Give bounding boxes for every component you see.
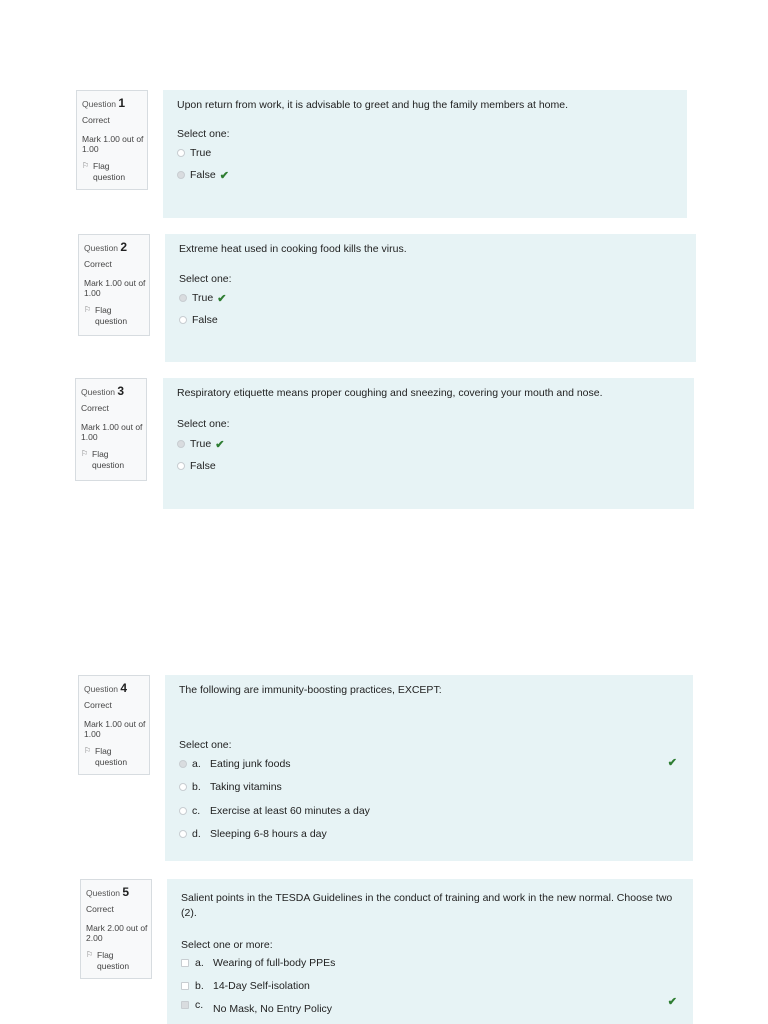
answer-option[interactable]: a. Wearing of full-body PPEs (181, 955, 335, 971)
question-text: Upon return from work, it is advisable to greet and hug the family members at home. (177, 99, 569, 111)
question-state: Correct (81, 403, 109, 413)
flag-icon: ⚐ (86, 949, 94, 959)
flag-icon: ⚐ (82, 160, 90, 170)
radio-button[interactable] (177, 149, 185, 157)
checkbox[interactable] (181, 982, 189, 990)
answer-prompt: Select one: (179, 739, 232, 751)
question-text: Extreme heat used in cooking food kills the virus. (179, 243, 407, 255)
question-number: Question 2 (84, 240, 128, 254)
radio-button[interactable] (177, 171, 185, 179)
question-info (80, 879, 152, 979)
question-grade: Mark 1.00 out of 1.00 (81, 421, 143, 443)
question-info (78, 675, 150, 775)
answer-option[interactable]: False (179, 312, 218, 328)
flag-question-link[interactable]: ⚐ Flag question (81, 448, 125, 470)
flag-icon: ⚐ (81, 448, 89, 458)
question-text: The following are immunity-boosting practices, EXCEPT: (179, 684, 442, 696)
answer-option[interactable]: True (177, 145, 211, 161)
flag-icon: ⚐ (84, 745, 92, 755)
answer-option[interactable]: c. No Mask, No Entry Policy (181, 999, 332, 1023)
question-number: Question 3 (81, 384, 125, 398)
question-content (165, 675, 693, 861)
radio-button[interactable] (179, 316, 187, 324)
question-state: Correct (82, 115, 110, 125)
check-icon: ✔ (667, 757, 677, 769)
answer-prompt: Select one: (177, 418, 230, 430)
answer-option[interactable]: False ✔ (177, 167, 229, 183)
question-grade: Mark 2.00 out of 2.00 (86, 922, 148, 944)
radio-button[interactable] (179, 294, 187, 302)
radio-button[interactable] (177, 462, 185, 470)
radio-button[interactable] (179, 760, 187, 768)
question-text: Respiratory etiquette means proper coughing and sneezing, covering your mouth and nose. (177, 387, 603, 399)
radio-button[interactable] (179, 830, 187, 838)
question-state: Correct (84, 700, 112, 710)
question-content (167, 879, 693, 1024)
answer-option[interactable]: b. Taking vitamins (179, 779, 282, 795)
checkbox[interactable] (181, 1001, 189, 1009)
radio-button[interactable] (179, 807, 187, 815)
question-grade: Mark 1.00 out of 1.00 (82, 133, 144, 155)
answer-option[interactable]: False (177, 458, 216, 474)
flag-question-link[interactable]: ⚐ Flag question (82, 160, 126, 182)
question-info (75, 378, 147, 481)
question-info (78, 234, 150, 336)
question-state: Correct (84, 259, 112, 269)
answer-option[interactable]: True ✔ (177, 436, 224, 452)
question-number: Question 4 (84, 681, 128, 695)
answer-prompt: Select one: (177, 128, 230, 140)
checkbox[interactable] (181, 959, 189, 967)
radio-button[interactable] (179, 783, 187, 791)
answer-option[interactable]: d. Sleeping 6-8 hours a day (179, 826, 327, 842)
question-text: Salient points in the TESDA Guidelines in the conduct of training and work in the new normal. Choose two (2). (181, 892, 673, 920)
answer-option[interactable]: a. Eating junk foods (179, 756, 291, 772)
answer-option[interactable]: b. 14-Day Self-isolation (181, 978, 310, 994)
answer-prompt: Select one: (179, 273, 232, 285)
question-info (76, 90, 148, 190)
radio-button[interactable] (177, 440, 185, 448)
flag-question-link[interactable]: ⚐ Flag question (84, 745, 128, 767)
question-state: Correct (86, 904, 114, 914)
check-icon: ✔ (215, 438, 225, 451)
check-icon: ✔ (219, 169, 229, 182)
check-icon: ✔ (217, 292, 227, 305)
question-number: Question 5 (86, 885, 130, 899)
question-content (163, 378, 694, 509)
question-grade: Mark 1.00 out of 1.00 (84, 718, 146, 740)
answer-option[interactable]: c. Exercise at least 60 minutes a day (179, 803, 370, 819)
flag-icon: ⚐ (84, 304, 92, 314)
question-number: Question 1 (82, 96, 126, 110)
question-grade: Mark 1.00 out of 1.00 (84, 277, 146, 299)
flag-question-link[interactable]: ⚐ Flag question (84, 304, 128, 326)
question-content (163, 90, 687, 218)
flag-question-link[interactable]: ⚐ Flag question (86, 949, 130, 971)
question-content (165, 234, 696, 362)
answer-option[interactable]: True ✔ (179, 290, 226, 306)
answer-prompt: Select one or more: (181, 939, 273, 951)
check-icon: ✔ (667, 996, 677, 1008)
